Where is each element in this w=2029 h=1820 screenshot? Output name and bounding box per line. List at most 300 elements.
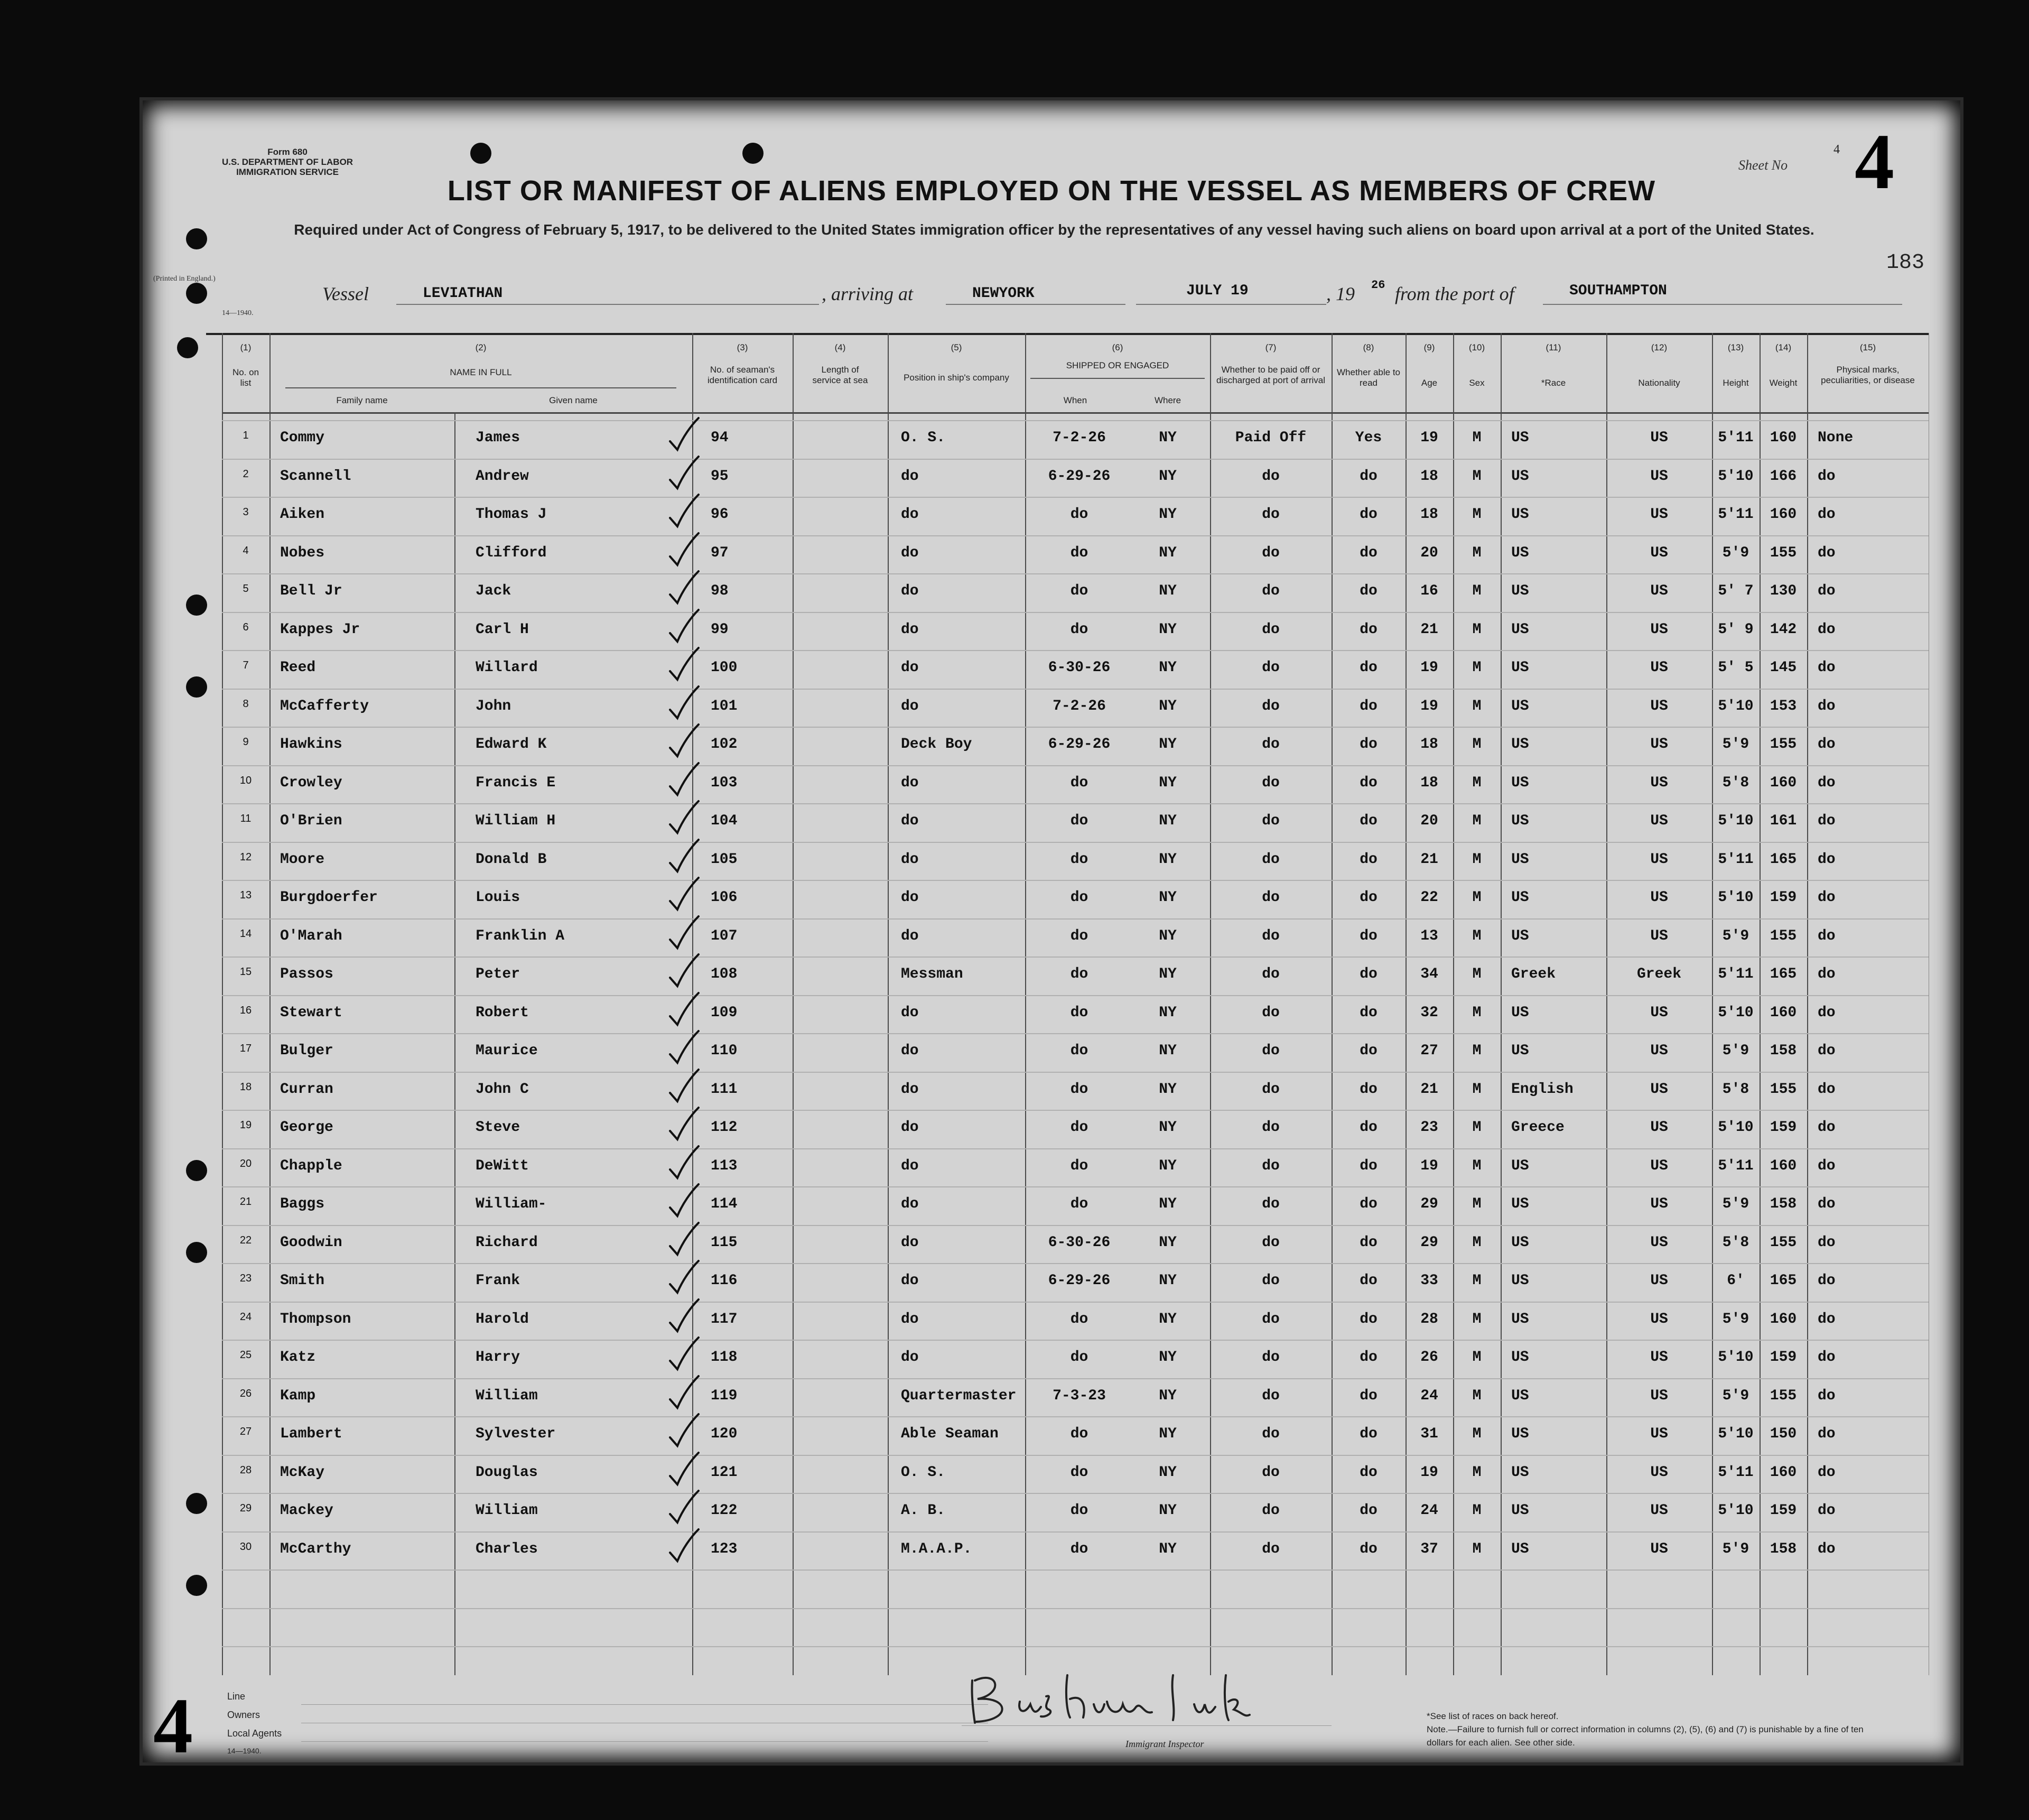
- table-row: [222, 1416, 1929, 1455]
- cell-paid: do: [1262, 1119, 1280, 1136]
- cell-marks: do: [1818, 1387, 1836, 1404]
- cell-given: Harold: [476, 1311, 529, 1327]
- cell-height: 5' 5: [1718, 660, 1754, 676]
- cell-race: US: [1511, 889, 1529, 906]
- cell-no: 27: [239, 1426, 252, 1437]
- cell-where: NY: [1159, 1502, 1177, 1519]
- cell-paid: do: [1262, 1234, 1280, 1251]
- checkmark-icon: [666, 952, 703, 989]
- cell-given: William: [476, 1502, 538, 1519]
- cell-given: DeWitt: [476, 1157, 529, 1174]
- cell-nat: US: [1650, 430, 1668, 446]
- checkmark-icon: [666, 493, 703, 530]
- cell-weight: 155: [1770, 1387, 1797, 1404]
- cell-read: do: [1360, 698, 1378, 714]
- cell-age: 33: [1420, 1273, 1438, 1289]
- cell-family: Aiken: [280, 506, 325, 523]
- cell-given: Maurice: [476, 1043, 538, 1059]
- cell-nat: US: [1650, 1081, 1668, 1098]
- cell-family: O'Marah: [280, 927, 342, 944]
- cell-where: NY: [1159, 506, 1177, 523]
- cell-weight: 160: [1770, 1004, 1797, 1021]
- cell-given: John: [476, 698, 511, 714]
- cell-no: 1: [243, 430, 249, 441]
- cell-nat: US: [1650, 1502, 1668, 1519]
- cell-sex: M: [1472, 1157, 1482, 1174]
- header-length-service: Length of service at sea: [812, 365, 868, 385]
- cell-age: 21: [1420, 851, 1438, 868]
- cell-paid: do: [1262, 621, 1280, 638]
- cell-height: 5'11: [1718, 851, 1754, 868]
- cell-marks: do: [1818, 1349, 1836, 1366]
- cell-when: 6-30-26: [1048, 660, 1111, 676]
- cell-read: do: [1360, 1157, 1378, 1174]
- header-position: Position in ship's company: [904, 373, 1009, 383]
- cell-card: 114: [711, 1196, 738, 1212]
- cell-read: do: [1360, 966, 1378, 982]
- cell-sex: M: [1472, 1464, 1482, 1481]
- cell-nat: US: [1650, 851, 1668, 868]
- cell-height: 5'9: [1722, 1311, 1749, 1327]
- cell-card: 113: [711, 1157, 738, 1174]
- cell-read: do: [1360, 544, 1378, 561]
- cell-height: 5'11: [1718, 966, 1754, 982]
- cell-age: 29: [1420, 1234, 1438, 1251]
- cell-read: do: [1360, 1273, 1378, 1289]
- cell-no: 21: [239, 1196, 252, 1208]
- punch-hole-icon: [186, 1575, 207, 1596]
- cell-paid: do: [1262, 966, 1280, 982]
- cell-nat: US: [1650, 1004, 1668, 1021]
- row-rule: [222, 1570, 1929, 1571]
- cell-marks: do: [1818, 1004, 1836, 1021]
- cell-sex: M: [1472, 774, 1482, 791]
- cell-position: do: [901, 660, 919, 676]
- cell-position: do: [901, 1234, 919, 1251]
- checkmark-icon: [666, 1144, 703, 1181]
- checkmark-icon: [666, 1029, 703, 1066]
- cell-given: Edward K: [476, 736, 547, 753]
- cell-read: do: [1360, 1234, 1378, 1251]
- cell-marks: do: [1818, 468, 1836, 485]
- checkmark-icon: [666, 838, 703, 875]
- cell-sex: M: [1472, 430, 1482, 446]
- cell-when: do: [1070, 1464, 1088, 1481]
- cell-paid: Paid Off: [1235, 430, 1307, 446]
- cell-no: 19: [239, 1119, 252, 1131]
- cell-given: Willard: [476, 660, 538, 676]
- checkmark-icon: [666, 1489, 703, 1526]
- cell-weight: 155: [1770, 927, 1797, 944]
- table-row: [222, 727, 1929, 765]
- cell-where: NY: [1159, 774, 1177, 791]
- table-row: [222, 689, 1929, 727]
- cell-when: do: [1070, 1502, 1088, 1519]
- checkmark-icon: [666, 569, 703, 606]
- cell-height: 5'9: [1722, 1540, 1749, 1557]
- footnote-fine: Note.—Failure to furnish full or correct information in columns (2), (5), (6) and (7) is punishable by a fine of ten dollars for each alien. See other side.: [1427, 1724, 1864, 1748]
- cell-nat: US: [1650, 468, 1668, 485]
- col-num-9: (9): [1423, 342, 1435, 352]
- form-info: [222, 147, 353, 177]
- table-row: [222, 1455, 1929, 1493]
- cell-position: A. B.: [901, 1502, 946, 1519]
- cell-position: do: [901, 1349, 919, 1366]
- cell-read: do: [1360, 1502, 1378, 1519]
- header-physical: Physical marks, peculiarities, or disease: [1821, 365, 1915, 385]
- cell-height: 5'9: [1722, 1387, 1749, 1404]
- table-row: [222, 1263, 1929, 1302]
- cell-paid: do: [1262, 1196, 1280, 1212]
- cell-nat: US: [1650, 1311, 1668, 1327]
- cell-race: US: [1511, 1349, 1529, 1366]
- cell-family: Kappes Jr: [280, 621, 360, 638]
- checkmark-icon: [666, 761, 703, 798]
- cell-nat: US: [1650, 698, 1668, 714]
- cell-read: do: [1360, 1196, 1378, 1212]
- checkmark-icon: [666, 454, 703, 491]
- cell-family: Lambert: [280, 1426, 342, 1442]
- table-row: [222, 880, 1929, 918]
- cell-card: 100: [711, 660, 738, 676]
- checkmark-icon: [666, 1221, 703, 1258]
- cell-card: 97: [711, 544, 729, 561]
- cell-weight: 158: [1770, 1540, 1797, 1557]
- cell-age: 21: [1420, 621, 1438, 638]
- punch-hole-icon: [186, 1160, 207, 1181]
- cell-card: 110: [711, 1043, 738, 1059]
- cell-read: do: [1360, 851, 1378, 868]
- cell-race: US: [1511, 660, 1529, 676]
- cell-marks: None: [1818, 430, 1854, 446]
- cell-no: 26: [239, 1387, 252, 1399]
- cell-where: NY: [1159, 544, 1177, 561]
- cell-where: NY: [1159, 621, 1177, 638]
- cell-read: do: [1360, 1043, 1378, 1059]
- header-name-in-full: NAME IN FULL: [450, 367, 512, 377]
- cell-when: do: [1070, 966, 1088, 982]
- form-code: 14—1940.: [222, 309, 254, 317]
- cell-sex: M: [1472, 1349, 1482, 1366]
- cell-given: Sylvester: [476, 1426, 556, 1442]
- cell-given: John C: [476, 1081, 529, 1098]
- cell-where: NY: [1159, 1119, 1177, 1136]
- col-num-7: (7): [1265, 342, 1277, 352]
- cell-position: Messman: [901, 966, 963, 982]
- checkmark-icon: [666, 684, 703, 721]
- cell-race: US: [1511, 927, 1529, 944]
- cell-age: 26: [1420, 1349, 1438, 1366]
- table-row: [222, 1072, 1929, 1110]
- cell-nat: US: [1650, 813, 1668, 829]
- cell-card: 105: [711, 851, 738, 868]
- cell-sex: M: [1472, 966, 1482, 982]
- cell-marks: do: [1818, 813, 1836, 829]
- cell-age: 32: [1420, 1004, 1438, 1021]
- cell-card: 106: [711, 889, 738, 906]
- cell-card: 120: [711, 1426, 738, 1442]
- cell-no: 4: [243, 544, 249, 556]
- table-row: [222, 497, 1929, 535]
- col-num-8: (8): [1363, 342, 1374, 352]
- checkmark-icon: [666, 991, 703, 1028]
- cell-paid: do: [1262, 1349, 1280, 1366]
- header-able-read: Whether able to read: [1337, 367, 1401, 388]
- checkmark-icon: [666, 876, 703, 913]
- col-num-5: (5): [951, 342, 962, 352]
- cell-position: Deck Boy: [901, 736, 972, 753]
- year-prefix: , 19: [1326, 283, 1355, 304]
- cell-marks: do: [1818, 1119, 1836, 1136]
- cell-paid: do: [1262, 583, 1280, 599]
- cell-given: Charles: [476, 1540, 538, 1557]
- cell-marks: do: [1818, 583, 1836, 599]
- cell-paid: do: [1262, 1426, 1280, 1442]
- cell-nat: US: [1650, 1043, 1668, 1059]
- cell-height: 5'8: [1722, 774, 1749, 791]
- punch-hole-icon: [742, 143, 764, 164]
- col-num-3: (3): [737, 342, 748, 352]
- cell-position: do: [901, 1273, 919, 1289]
- cell-weight: 159: [1770, 1119, 1797, 1136]
- cell-sex: M: [1472, 1502, 1482, 1519]
- cell-height: 5'11: [1718, 506, 1754, 523]
- cell-age: 16: [1420, 583, 1438, 599]
- cell-where: NY: [1159, 1540, 1177, 1557]
- cell-weight: 145: [1770, 660, 1797, 676]
- cell-race: Greece: [1511, 1119, 1565, 1136]
- cell-race: US: [1511, 583, 1529, 599]
- cell-race: US: [1511, 621, 1529, 638]
- cell-family: Scannell: [280, 468, 351, 485]
- cell-position: do: [901, 1004, 919, 1021]
- col-num-13: (13): [1727, 342, 1744, 352]
- cell-marks: do: [1818, 736, 1836, 753]
- cell-nat: US: [1650, 660, 1668, 676]
- cell-height: 5'10: [1718, 698, 1754, 714]
- cell-when: do: [1070, 927, 1088, 944]
- cell-race: Greek: [1511, 966, 1556, 982]
- page-title: LIST OR MANIFEST OF ALIENS EMPLOYED ON THE VESSEL AS MEMBERS OF CREW: [447, 175, 1656, 207]
- checkmark-icon: [666, 914, 703, 951]
- cell-position: O. S.: [901, 430, 946, 446]
- cell-weight: 153: [1770, 698, 1797, 714]
- cell-family: Passos: [280, 966, 333, 982]
- cell-race: US: [1511, 1540, 1529, 1557]
- punch-hole-icon: [470, 143, 491, 164]
- header-sex: Sex: [1469, 378, 1485, 388]
- cell-card: 95: [711, 468, 729, 485]
- cell-weight: 155: [1770, 736, 1797, 753]
- cell-no: 8: [243, 698, 249, 710]
- table-row: [222, 612, 1929, 651]
- checkmark-icon: [666, 1412, 703, 1449]
- table-row: [222, 803, 1929, 842]
- cell-sex: M: [1472, 1081, 1482, 1098]
- cell-marks: do: [1818, 1311, 1836, 1327]
- cell-position: Quartermaster: [901, 1387, 1017, 1404]
- cell-position: do: [901, 889, 919, 906]
- cell-sex: M: [1472, 1004, 1482, 1021]
- cell-height: 5'10: [1718, 1426, 1754, 1442]
- table-row: [222, 1186, 1929, 1225]
- cell-given: Donald B: [476, 851, 547, 868]
- cell-sex: M: [1472, 736, 1482, 753]
- cell-where: NY: [1159, 1043, 1177, 1059]
- cell-when: do: [1070, 1119, 1088, 1136]
- cell-where: NY: [1159, 927, 1177, 944]
- cell-race: US: [1511, 1387, 1529, 1404]
- cell-age: 24: [1420, 1387, 1438, 1404]
- cell-when: 6-29-26: [1048, 736, 1111, 753]
- cell-age: 13: [1420, 927, 1438, 944]
- col-num-2: (2): [475, 342, 487, 352]
- header-age: Age: [1421, 378, 1438, 388]
- cell-race: US: [1511, 1464, 1529, 1481]
- cell-race: US: [1511, 1426, 1529, 1442]
- cell-no: 28: [239, 1464, 252, 1476]
- cell-where: NY: [1159, 1196, 1177, 1212]
- cell-paid: do: [1262, 927, 1280, 944]
- year-suffix: 26: [1371, 278, 1385, 292]
- cell-sex: M: [1472, 1273, 1482, 1289]
- cell-nat: US: [1650, 544, 1668, 561]
- cell-weight: 160: [1770, 774, 1797, 791]
- cell-weight: 155: [1770, 544, 1797, 561]
- cell-where: NY: [1159, 736, 1177, 753]
- cell-card: 94: [711, 430, 729, 446]
- cell-given: Thomas J: [476, 506, 547, 523]
- cell-paid: do: [1262, 1004, 1280, 1021]
- cell-paid: do: [1262, 1273, 1280, 1289]
- table-row: [222, 1340, 1929, 1378]
- checkmark-icon: [666, 1259, 703, 1296]
- cell-card: 102: [711, 736, 738, 753]
- table-row: [222, 573, 1929, 612]
- checkmark-icon: [666, 1374, 703, 1411]
- cell-marks: do: [1818, 1157, 1836, 1174]
- cell-family: Katz: [280, 1349, 316, 1366]
- punch-hole-icon: [186, 1242, 207, 1263]
- cell-weight: 155: [1770, 1081, 1797, 1098]
- cell-family: Crowley: [280, 774, 342, 791]
- cell-family: Hawkins: [280, 736, 342, 753]
- cell-nat: US: [1650, 1540, 1668, 1557]
- cell-where: NY: [1159, 1464, 1177, 1481]
- cell-where: NY: [1159, 468, 1177, 485]
- cell-marks: do: [1818, 506, 1836, 523]
- cell-read: do: [1360, 889, 1378, 906]
- cell-nat: US: [1650, 1196, 1668, 1212]
- cell-weight: 161: [1770, 813, 1797, 829]
- table-border-top: [206, 333, 1929, 335]
- cell-when: do: [1070, 1349, 1088, 1366]
- cell-family: Bell Jr: [280, 583, 342, 599]
- table-row: [222, 995, 1929, 1034]
- cell-weight: 159: [1770, 889, 1797, 906]
- cell-height: 5'10: [1718, 889, 1754, 906]
- cell-age: 22: [1420, 889, 1438, 906]
- cell-race: US: [1511, 813, 1529, 829]
- cell-no: 11: [240, 813, 252, 824]
- cell-position: do: [901, 583, 919, 599]
- cell-card: 119: [711, 1387, 738, 1404]
- service: IMMIGRATION SERVICE: [236, 167, 339, 177]
- cell-when: do: [1070, 1196, 1088, 1212]
- cell-no: 24: [239, 1311, 252, 1323]
- cell-no: 2: [243, 468, 249, 480]
- cell-height: 5'9: [1722, 736, 1749, 753]
- cell-given: Francis E: [476, 774, 556, 791]
- from-label: from the port of: [1395, 283, 1514, 304]
- col-num-6: (6): [1112, 342, 1123, 352]
- cell-read: do: [1360, 506, 1378, 523]
- form-number: Form 680: [267, 147, 308, 157]
- cell-nat: US: [1650, 1119, 1668, 1136]
- cell-nat: US: [1650, 621, 1668, 638]
- cell-read: do: [1360, 1311, 1378, 1327]
- footnote-races: *See list of races on back hereof.: [1427, 1711, 1559, 1721]
- cell-no: 20: [239, 1157, 252, 1169]
- cell-read: do: [1360, 1119, 1378, 1136]
- departure-port: SOUTHAMPTON: [1569, 283, 1667, 299]
- cell-when: do: [1070, 621, 1088, 638]
- cell-weight: 142: [1770, 621, 1797, 638]
- cell-no: 12: [239, 851, 252, 863]
- footer-form-code: 14—1940.: [227, 1747, 262, 1755]
- cell-paid: do: [1262, 468, 1280, 485]
- cell-weight: 160: [1770, 430, 1797, 446]
- cell-height: 5'10: [1718, 468, 1754, 485]
- cell-nat: US: [1650, 1426, 1668, 1442]
- cell-where: NY: [1159, 1234, 1177, 1251]
- cell-family: Goodwin: [280, 1234, 342, 1251]
- cell-position: do: [901, 1081, 919, 1098]
- sheet-label: Sheet No: [1738, 157, 1788, 173]
- cell-card: 115: [711, 1234, 738, 1251]
- cell-no: 30: [239, 1540, 252, 1553]
- footnotes: [1427, 1710, 1876, 1749]
- checkmark-icon: [666, 1182, 703, 1219]
- checkmark-icon: [666, 1527, 703, 1564]
- cell-when: do: [1070, 1426, 1088, 1442]
- cell-height: 5'11: [1718, 1157, 1754, 1174]
- cell-position: do: [901, 1157, 919, 1174]
- checkmark-icon: [666, 722, 703, 759]
- cell-race: US: [1511, 851, 1529, 868]
- cell-read: do: [1360, 1426, 1378, 1442]
- cell-race: US: [1511, 506, 1529, 523]
- cell-position: do: [901, 698, 919, 714]
- cell-position: do: [901, 468, 919, 485]
- cell-marks: do: [1818, 1234, 1836, 1251]
- cell-marks: do: [1818, 660, 1836, 676]
- cell-when: do: [1070, 1081, 1088, 1098]
- cell-no: 6: [243, 621, 249, 633]
- cell-age: 24: [1420, 1502, 1438, 1519]
- cell-weight: 165: [1770, 966, 1797, 982]
- cell-weight: 165: [1770, 851, 1797, 868]
- cell-position: do: [901, 1119, 919, 1136]
- cell-marks: do: [1818, 544, 1836, 561]
- cell-age: 18: [1420, 468, 1438, 485]
- cell-given: Steve: [476, 1119, 520, 1136]
- cell-position: M.A.A.P.: [901, 1540, 972, 1557]
- cell-family: Curran: [280, 1081, 333, 1098]
- cell-family: Mackey: [280, 1502, 333, 1519]
- table-row: [222, 957, 1929, 995]
- cell-marks: do: [1818, 1426, 1836, 1442]
